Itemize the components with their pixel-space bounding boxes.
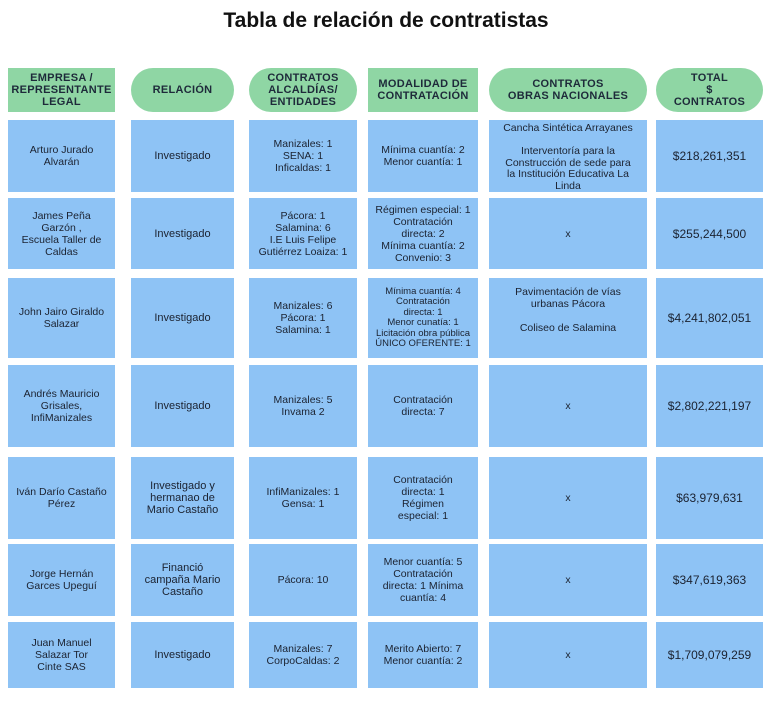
cell-empresa	[8, 457, 115, 539]
cell-empresa	[8, 544, 115, 616]
cell-modalidad-text: Menor cuantía: 5 Contratación directa: 1 Mínima cuantía: 4	[382, 556, 464, 604]
cell-relacion-text: Investigado	[154, 649, 211, 661]
cell-empresa-text: Juan Manuel Salazar Tor Cinte SAS	[31, 637, 92, 673]
cell-obras-text: Cancha Sintética Arrayanes Interventoría para la Construcción de sede para la Institución Educativa La Linda	[503, 122, 633, 192]
cell-contratos	[249, 278, 357, 358]
cell-total-text: $1,709,079,259	[667, 648, 752, 662]
cell-total	[656, 544, 763, 616]
cell-obras-text: x	[565, 400, 571, 412]
cell-contratos	[249, 457, 357, 539]
cell-relacion	[131, 365, 234, 447]
cell-modalidad-text: Régimen especial: 1 Contratación directa: 2 Mínima cuantía: 2 Convenio: 3	[375, 203, 471, 264]
cell-modalidad	[368, 198, 478, 269]
header-total-label: TOTAL $ CONTRATOS	[673, 72, 746, 108]
cell-contratos-text: Manizales: 1 SENA: 1 Inficaldas: 1	[273, 138, 333, 174]
cell-modalidad-text: Mínima cuantía: 4 Contratación directa: 1 Menor cunatía: 1 Licitación obra pública ÚNICO OFERENTE: 1	[375, 285, 471, 349]
header-obras	[489, 68, 647, 112]
cell-relacion-text: Investigado	[154, 227, 211, 240]
cell-contratos-text: InfiManizales: 1 Gensa: 1	[266, 486, 340, 510]
cell-total-text: $218,261,351	[672, 149, 747, 163]
cell-empresa	[8, 198, 115, 269]
cell-contratos	[249, 622, 357, 688]
cell-modalidad	[368, 457, 478, 539]
cell-obras-text: x	[565, 649, 571, 661]
header-contratos-label: CONTRATOS ALCALDÍAS/ ENTIDADES	[267, 72, 339, 108]
cell-modalidad	[368, 278, 478, 358]
header-modalidad-label: MODALIDAD DE CONTRATACIÓN	[377, 78, 469, 102]
header-contratos	[249, 68, 357, 112]
cell-empresa-text: John Jairo Giraldo Salazar	[18, 306, 105, 330]
cell-relacion-text: Investigado	[154, 312, 211, 324]
cell-empresa	[8, 622, 115, 688]
cell-total-text: $255,244,500	[672, 226, 747, 241]
cell-obras-text: Pavimentación de vías urbanas Pácora Coliseo de Salamina	[515, 286, 621, 334]
cell-total	[656, 278, 763, 358]
cell-contratos	[249, 120, 357, 192]
cell-modalidad	[368, 622, 478, 688]
cell-total-text: $2,802,221,197	[667, 399, 752, 413]
cell-modalidad-text: Contratación directa: 7	[393, 394, 453, 418]
cell-empresa-text: Iván Darío Castaño Pérez	[16, 486, 107, 510]
header-obras-label: CONTRATOS OBRAS NACIONALES	[507, 78, 629, 102]
cell-relacion-text: Investigado	[154, 150, 211, 162]
cell-total	[656, 198, 763, 269]
cell-empresa-text: James Peña Garzón , Escuela Taller de Caldas	[21, 209, 102, 258]
cell-contratos-text: Manizales: 5 Invama 2	[273, 394, 333, 418]
cell-total	[656, 457, 763, 539]
cell-empresa-text: Arturo Jurado Alvarán	[29, 144, 94, 168]
cell-empresa	[8, 120, 115, 192]
cell-empresa-text: Jorge Hernán Garces Upeguí	[26, 568, 97, 592]
cell-obras-text: x	[565, 492, 571, 504]
cell-total	[656, 622, 763, 688]
page-title: Tabla de relación de contratistas	[223, 9, 549, 32]
cell-obras	[489, 544, 647, 616]
cell-relacion	[131, 278, 234, 358]
cell-relacion	[131, 457, 234, 539]
cell-empresa	[8, 278, 115, 358]
cell-contratos-text: Manizales: 6 Pácora: 1 Salamina: 1	[273, 300, 333, 336]
cell-relacion	[131, 120, 234, 192]
cell-relacion	[131, 198, 234, 269]
cell-contratos	[249, 198, 357, 269]
cell-relacion-text: Investigado	[154, 400, 211, 412]
cell-modalidad	[368, 544, 478, 616]
cell-modalidad-text: Mínima cuantía: 2 Menor cuantía: 1	[381, 144, 465, 168]
cell-contratos-text: Pácora: 10	[277, 574, 329, 586]
cell-obras	[489, 120, 647, 192]
header-modalidad	[368, 68, 478, 112]
header-relacion-label: RELACIÓN	[152, 84, 213, 96]
cell-contratos	[249, 365, 357, 447]
cell-total	[656, 120, 763, 192]
cell-obras	[489, 198, 647, 269]
cell-total-text: $347,619,363	[672, 573, 747, 587]
cell-modalidad-text: Merito Abierto: 7 Menor cuantía: 2	[383, 643, 463, 667]
header-empresa	[8, 68, 115, 112]
cell-relacion	[131, 622, 234, 688]
cell-obras	[489, 365, 647, 447]
cell-total-text: $63,979,631	[676, 491, 743, 505]
cell-obras	[489, 622, 647, 688]
cell-modalidad	[368, 365, 478, 447]
cell-empresa-text: Andrés Mauricio Grisales, InfiManizales	[23, 388, 100, 424]
cell-obras-text: x	[565, 227, 571, 240]
cell-modalidad	[368, 120, 478, 192]
cell-total	[656, 365, 763, 447]
cell-obras	[489, 278, 647, 358]
cell-empresa	[8, 365, 115, 447]
cell-relacion-text: Financió campaña Mario Castaño	[144, 562, 221, 598]
cell-obras	[489, 457, 647, 539]
cell-contratos-text: Manizales: 7 CorpoCaldas: 2	[266, 643, 340, 667]
header-empresa-label: EMPRESA / REPRESENTANTE LEGAL	[11, 72, 112, 108]
cell-contratos-text: Pácora: 1 Salamina: 6 I.E Luis Felipe Gutiérrez Loaiza: 1	[258, 209, 348, 258]
cell-total-text: $4,241,802,051	[667, 311, 752, 325]
header-total	[656, 68, 763, 112]
cell-contratos	[249, 544, 357, 616]
cell-relacion	[131, 544, 234, 616]
cell-relacion-text: Investigado y hermanao de Mario Castaño	[146, 480, 219, 516]
cell-modalidad-text: Contratación directa: 1 Régimen especial: 1	[393, 474, 453, 522]
cell-obras-text: x	[565, 574, 571, 586]
header-relacion	[131, 68, 234, 112]
